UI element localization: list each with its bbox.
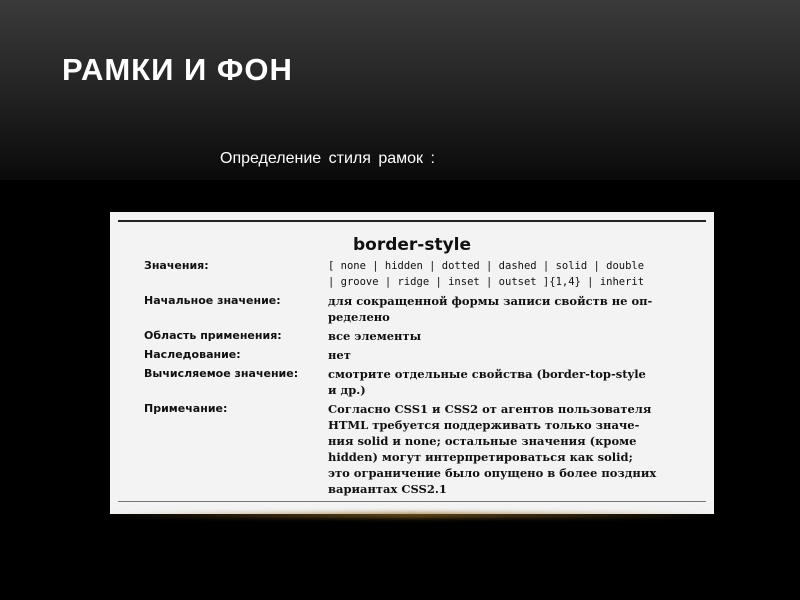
property-rows [118,258,706,497]
value-line: hidden) могут интерпретироваться как solid; [328,450,633,464]
value-line: HTML требуется поддерживать только значе- [328,418,640,432]
value-line: Согласно CSS1 и CSS2 от агентов пользователя [328,402,652,416]
value-line: [ none | hidden | dotted | dashed | solid | double [328,260,645,272]
row-value [328,328,684,344]
value-line: для сокращенной формы записи свойств не оп- [328,294,653,308]
slide-title: РАМКИ И ФОН [62,52,293,87]
row-value [328,293,684,325]
property-table-image [110,212,714,514]
table-row [144,293,706,325]
table-row [144,258,706,290]
row-label: Примечание: [144,402,228,415]
value-line: ния solid и none; остальные значения (кроме [328,434,637,448]
row-label: Значения: [144,259,209,272]
table-row [144,401,706,497]
slide-subtitle: Определение стиля рамок : [220,150,435,167]
image-reflection [105,512,719,518]
row-value [328,347,684,363]
value-line: нет [328,348,351,362]
row-value [328,401,684,497]
property-name: border-style [352,235,472,255]
row-value [328,366,684,398]
row-label: Начальное значение: [144,294,281,307]
row-label: Область применения: [144,329,282,342]
value-line: и др.) [328,383,366,397]
table-row [144,328,706,344]
row-label: Вычисляемое значение: [144,367,299,380]
row-value [328,258,684,290]
value-line: | groove | ridge | inset | outset ]{1,4} | inherit [328,276,645,288]
value-line: вариантах CSS2.1 [328,482,447,496]
property-table [118,220,706,502]
table-row [144,347,706,363]
value-line: ределено [328,310,390,324]
value-line: это ограничение было опущено в более поздних [328,466,657,480]
table-row [144,366,706,398]
value-line: все элементы [328,329,422,343]
value-line: смотрите отдельные свойства (border-top-style [328,367,646,381]
row-label: Наследование: [144,348,241,361]
